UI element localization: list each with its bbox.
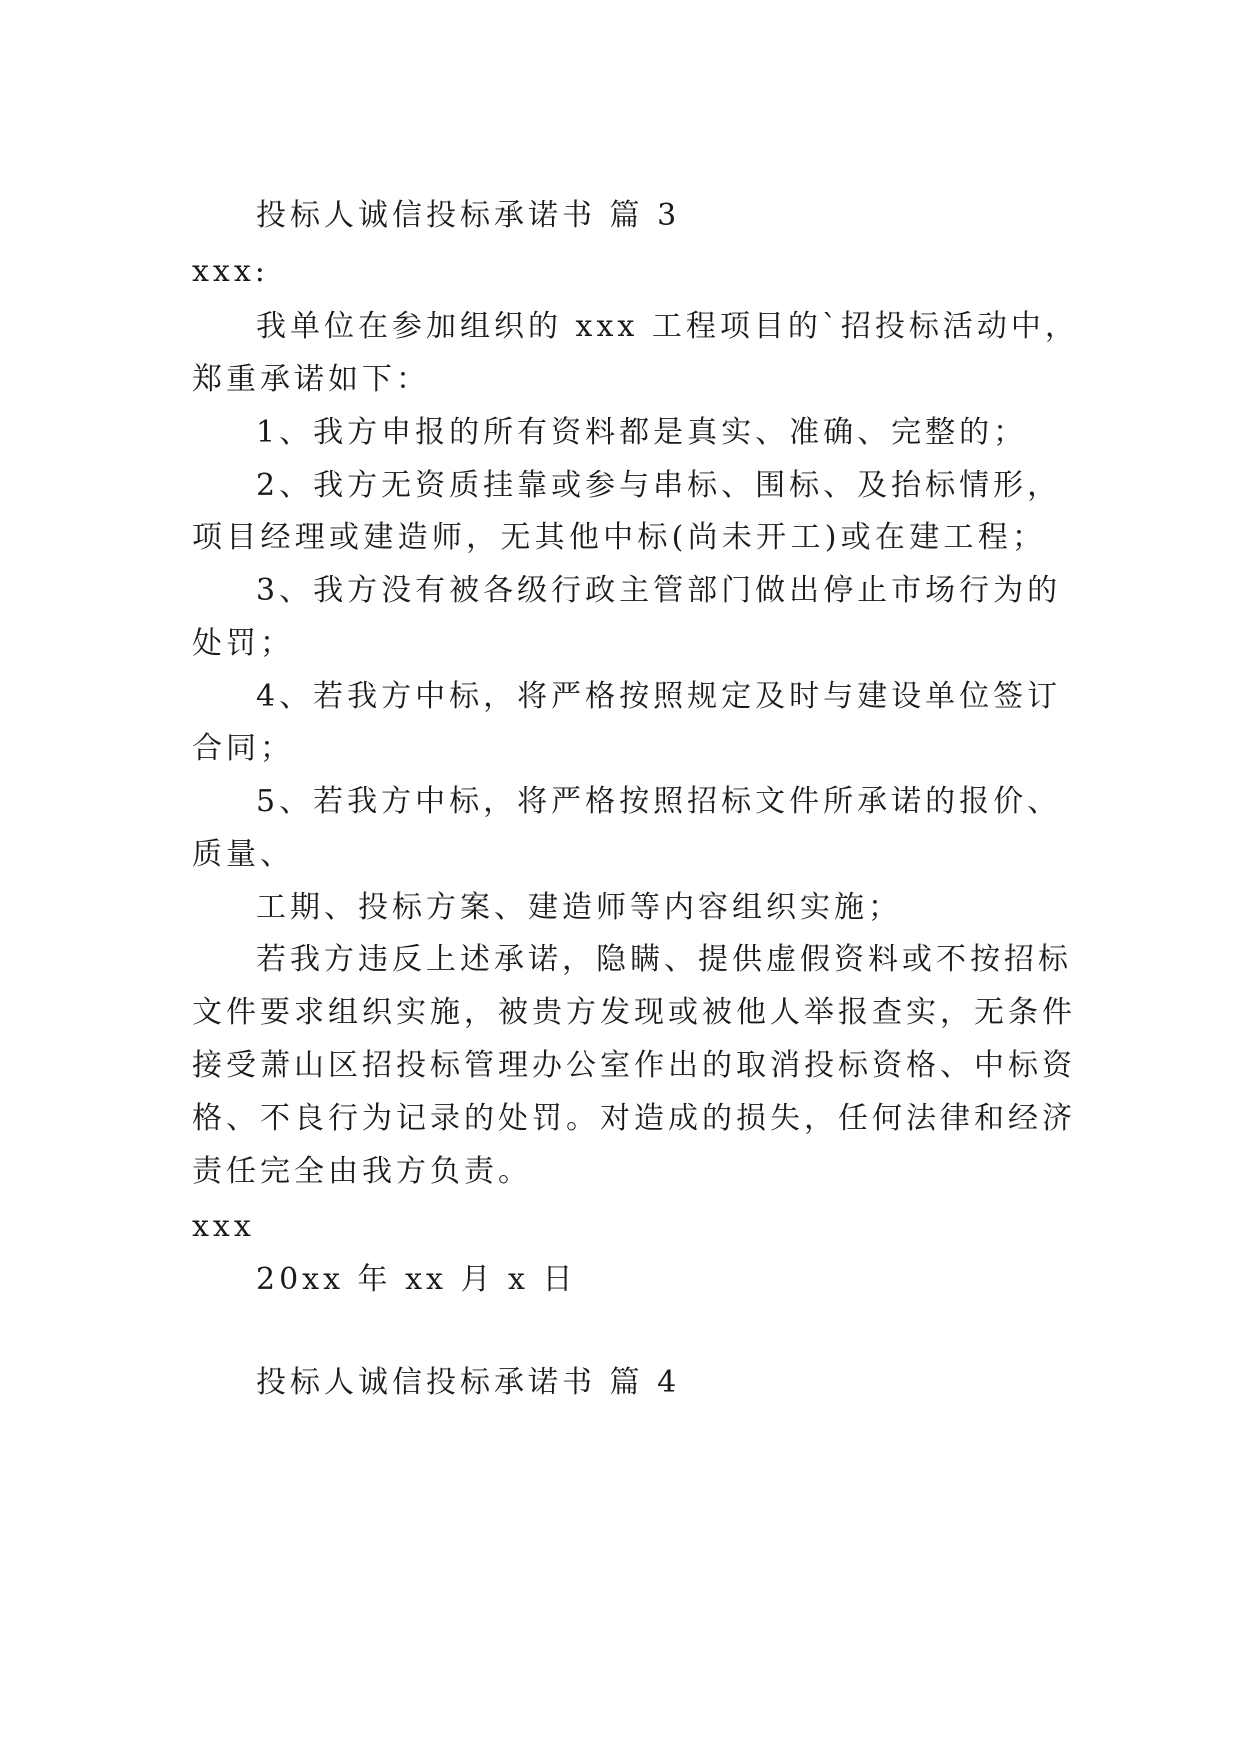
penalty-line-2: 文件要求组织实施，被贵方发现或被他人举报查实，无条件 bbox=[192, 995, 1076, 1030]
commitment-item-5-line-2: 质量、 bbox=[192, 837, 294, 872]
section-3-heading: 投标人诚信投标承诺书 篇 3 bbox=[256, 198, 681, 233]
penalty-line-3: 接受萧山区招投标管理办公室作出的取消投标资格、中标资 bbox=[192, 1048, 1076, 1083]
section-4-heading: 投标人诚信投标承诺书 篇 4 bbox=[256, 1365, 681, 1400]
commitment-item-3-line-1: 3、我方没有被各级行政主管部门做出停止市场行为的 bbox=[256, 573, 1062, 608]
intro-line-2: 郑重承诺如下： bbox=[192, 362, 430, 397]
commitment-item-2-line-2: 项目经理或建造师，无其他中标(尚未开工)或在建工程； bbox=[192, 520, 1046, 555]
penalty-line-5: 责任完全由我方负责。 bbox=[192, 1154, 532, 1189]
commitment-item-5-line-1: 5、若我方中标，将严格按照招标文件所承诺的报价、 bbox=[256, 784, 1062, 819]
commitment-item-3-line-2: 处罚； bbox=[192, 626, 294, 661]
commitment-item-4-line-1: 4、若我方中标，将严格按照规定及时与建设单位签订 bbox=[256, 679, 1062, 714]
commitment-item-1: 1、我方申报的所有资料都是真实、准确、完整的； bbox=[256, 415, 1028, 450]
commitment-item-6: 工期、投标方案、建造师等内容组织实施； bbox=[256, 890, 902, 925]
intro-line-1: 我单位在参加组织的 xxx 工程项目的`招投标活动中， bbox=[256, 309, 1079, 344]
signature: xxx bbox=[192, 1209, 255, 1244]
commitment-item-2-line-1: 2、我方无资质挂靠或参与串标、围标、及抬标情形， bbox=[256, 468, 1062, 503]
penalty-line-4: 格、不良行为记录的处罚。对造成的损失，任何法律和经济 bbox=[192, 1101, 1076, 1136]
date: 20xx 年 xx 月 x 日 bbox=[256, 1262, 577, 1297]
penalty-line-1: 若我方违反上述承诺，隐瞒、提供虚假资料或不按招标 bbox=[256, 942, 1072, 977]
commitment-item-4-line-2: 合同； bbox=[192, 731, 294, 766]
addressee: xxx: bbox=[192, 254, 269, 289]
